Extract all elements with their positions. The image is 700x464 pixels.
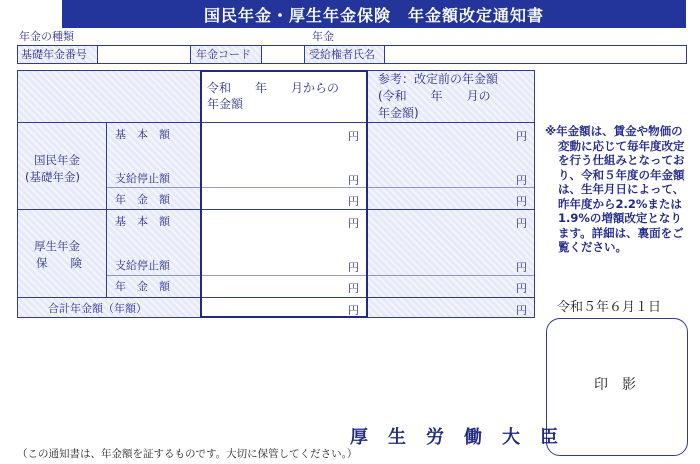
yen-ref-national-annual: 円 bbox=[516, 195, 527, 208]
recipient-name-label: 受給権者氏名 bbox=[309, 48, 375, 61]
col-reference-line3: 年金額) bbox=[378, 106, 419, 120]
yen-current-welfare-basic: 円 bbox=[348, 217, 359, 230]
note-line-8: ます。詳細は、裏面をご bbox=[558, 225, 684, 240]
minister-title: 厚 生 労 働 大 臣 bbox=[350, 427, 559, 448]
footer-note: （この通知書は、年金額を証するものです。大切に保管してください。） bbox=[17, 448, 358, 460]
pension-type-label: 年金の種類 bbox=[19, 30, 74, 43]
col-current-line1: 令和 年 月からの bbox=[207, 81, 340, 95]
yen-current-national-basic: 円 bbox=[348, 130, 359, 143]
basic-number-label: 基礎年金番号 bbox=[21, 48, 87, 61]
group-national-line1: 国民年金 bbox=[34, 153, 80, 167]
seal-label: 印 影 bbox=[594, 377, 636, 393]
pension-code-label: 年金コード bbox=[196, 48, 251, 61]
label-column-bg bbox=[18, 123, 200, 297]
national-annual-label: 年 金 額 bbox=[115, 193, 170, 206]
note-line-2: 変動に応じて毎年度改定 bbox=[558, 138, 685, 153]
col-reference-line2: (令和 年 月の bbox=[378, 89, 491, 103]
yen-ref-total: 円 bbox=[516, 304, 527, 317]
yen-ref-welfare-suspended: 円 bbox=[516, 261, 527, 274]
yen-ref-welfare-annual: 円 bbox=[516, 282, 527, 295]
note-line-7: 1.9%の増額改定となり bbox=[558, 211, 682, 225]
page-title: 国民年金・厚生年金保険 年金額改定通知書 bbox=[62, 0, 686, 28]
note-line-9: 覧ください。 bbox=[558, 240, 627, 254]
yen-current-total: 円 bbox=[348, 304, 359, 317]
yen-current-welfare-annual: 円 bbox=[348, 282, 359, 295]
group-welfare-line1: 厚生年金 bbox=[34, 239, 80, 253]
total-label: 合計年金額（年額） bbox=[48, 302, 147, 315]
note-line-6: 昨年度から2.2%または bbox=[558, 196, 682, 211]
note-line-1: ※年金額は、賃金や物価の bbox=[545, 124, 683, 138]
recipient-name-field[interactable] bbox=[385, 46, 686, 63]
col-current-line2: 年金額 bbox=[207, 97, 244, 111]
yen-ref-national-suspended: 円 bbox=[516, 174, 527, 187]
group-national-line2: (基礎年金) bbox=[25, 170, 80, 184]
reference-column-bg bbox=[368, 123, 534, 317]
issue-date: 令和５年６月１日 bbox=[557, 300, 662, 315]
pension-code-field[interactable] bbox=[262, 46, 304, 63]
yen-current-national-suspended: 円 bbox=[348, 174, 359, 187]
note-line-4: り、令和５年度の年金額 bbox=[558, 167, 685, 182]
note-line-5: は、生年月日によって、 bbox=[558, 182, 685, 196]
note-line-3: を行う仕組みとなってお bbox=[558, 153, 685, 167]
welfare-basic-label: 基 本 額 bbox=[115, 215, 170, 228]
pension-label: 年金 bbox=[312, 30, 334, 43]
national-suspended-label: 支給停止額 bbox=[115, 172, 170, 185]
yen-ref-welfare-basic: 円 bbox=[516, 217, 527, 230]
col-reference-line1: 参考：改定前の年金額 bbox=[378, 72, 499, 86]
yen-current-welfare-suspended: 円 bbox=[348, 261, 359, 274]
group-welfare-line2: 保 険 bbox=[36, 256, 82, 270]
header-corner bbox=[18, 71, 200, 122]
basic-number-field[interactable] bbox=[98, 46, 190, 63]
revision-note bbox=[545, 124, 685, 255]
yen-current-national-annual: 円 bbox=[348, 195, 359, 208]
yen-ref-national-basic: 円 bbox=[516, 130, 527, 143]
welfare-annual-label: 年 金 額 bbox=[115, 280, 170, 293]
welfare-suspended-label: 支給停止額 bbox=[115, 259, 170, 272]
national-basic-label: 基 本 額 bbox=[115, 128, 170, 141]
